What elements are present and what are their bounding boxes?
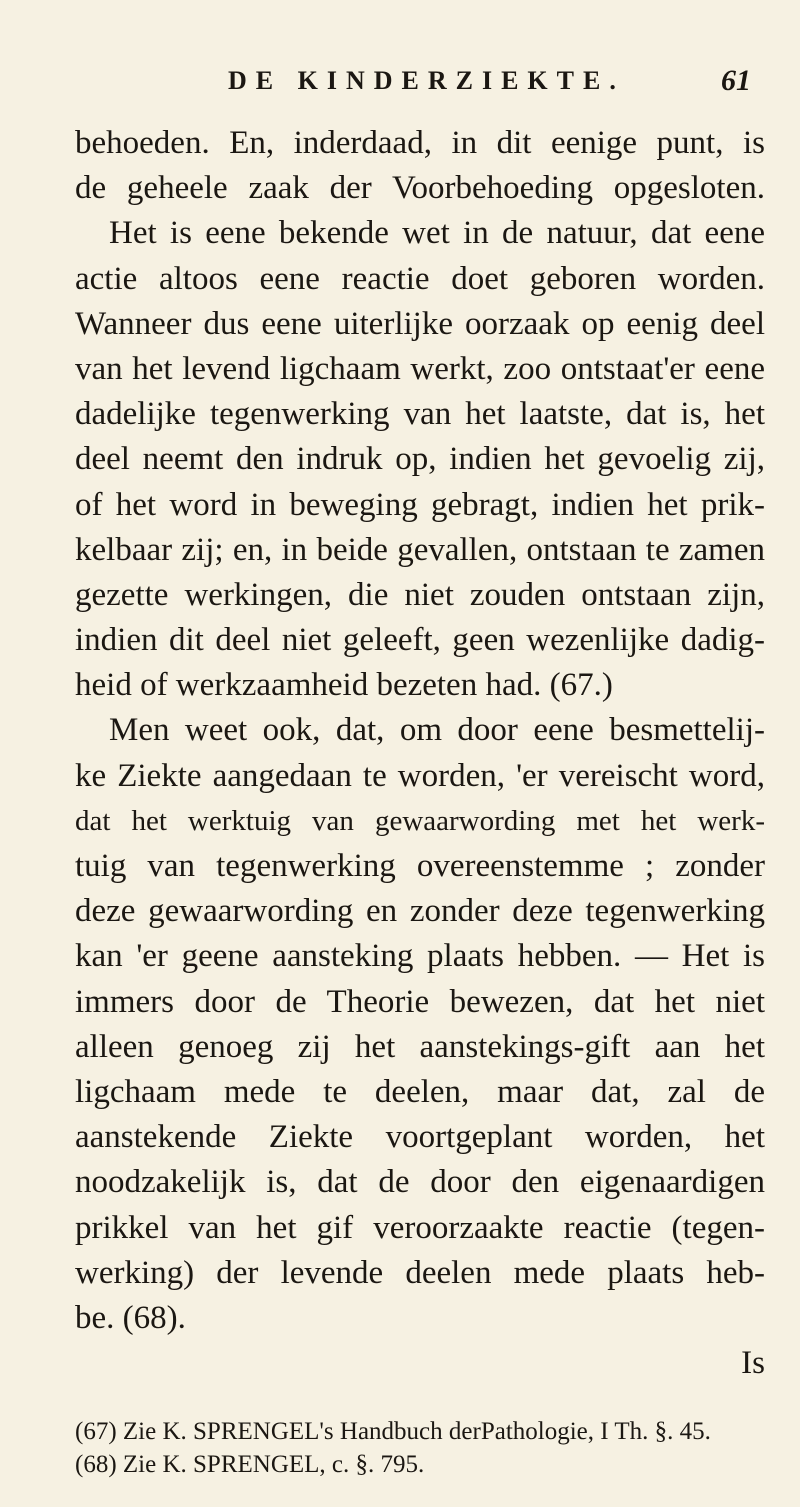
text-line: de geheele zaak der Voorbehoeding opgesloten. xyxy=(75,170,765,207)
text-line: prikkel van het gif veroorzaakte reactie (tegen- xyxy=(75,1209,765,1246)
footnotes xyxy=(75,1415,765,1481)
text-line: noodzakelijk is, dat de door den eigenaardigen xyxy=(75,1164,765,1201)
body-text xyxy=(75,121,765,1386)
page-number: 61 xyxy=(721,64,751,97)
text-line: aanstekende Ziekte voortgeplant worden, het xyxy=(75,1119,765,1156)
text-line: kan 'er geene aansteking plaats hebben. — Het is xyxy=(75,938,765,975)
footnote: (68) Zie K. SPRENGEL, c. §. 795. xyxy=(75,1451,425,1478)
footnote: (67) Zie K. SPRENGEL's Handbuch derPathologie, I Th. §. 45. xyxy=(75,1418,711,1445)
text-line: indien dit deel niet geleeft, geen wezenlijke dadig- xyxy=(75,622,765,659)
text-line: werking) der levende deelen mede plaats heb- xyxy=(75,1254,765,1291)
text-line: dadelijke tegenwerking van het laatste, dat is, het xyxy=(75,396,765,433)
paragraph-start-line: Men weet ook, dat, om door eene besmettelij- xyxy=(109,712,765,749)
text-line: gezette werkingen, die niet zouden ontstaan zijn, xyxy=(75,576,765,613)
page-header xyxy=(0,66,800,106)
text-line: deze gewaarwording en zonder deze tegenwerking xyxy=(75,893,765,930)
text-line: immers door de Theorie bewezen, dat het niet xyxy=(75,983,765,1020)
text-line: dat het werktuig van gewaarwording met het werk- xyxy=(75,804,765,837)
text-line: alleen genoeg zij het aanstekings-gift aan het xyxy=(75,1028,765,1065)
text-line: ligchaam mede te deelen, maar dat, zal de xyxy=(75,1073,765,1110)
text-line: actie altoos eene reactie doet geboren worden. xyxy=(75,260,765,297)
text-line: tuig van tegenwerking overeenstemme ; zonder xyxy=(75,848,765,884)
text-line: deel neemt den indruk op, indien het gevoelig zij, xyxy=(75,441,765,478)
text-line: van het levend ligchaam werkt, zoo ontstaat'er eene xyxy=(75,350,765,387)
catchword: Is xyxy=(741,1345,765,1382)
text-line: ke Ziekte aangedaan te worden, 'er vereischt word, xyxy=(75,757,765,794)
running-head: DE KINDERZIEKTE. xyxy=(228,66,625,95)
paragraph-end-line: be. (68). xyxy=(75,1299,186,1336)
text-line: kelbaar zij; en, in beide gevallen, ontstaan te zamen xyxy=(75,531,765,568)
text-line: behoeden. En, inderdaad, in dit eenige punt, is xyxy=(75,125,765,161)
text-line: Wanneer dus eene uiterlijke oorzaak op eenig deel xyxy=(75,305,765,342)
text-line: of het word in beweging gebragt, indien het prik- xyxy=(75,486,765,523)
paragraph-start-line: Het is eene bekende wet in de natuur, dat eene xyxy=(109,215,765,252)
paragraph-end-line: heid of werkzaamheid bezeten had. (67.) xyxy=(75,667,613,704)
